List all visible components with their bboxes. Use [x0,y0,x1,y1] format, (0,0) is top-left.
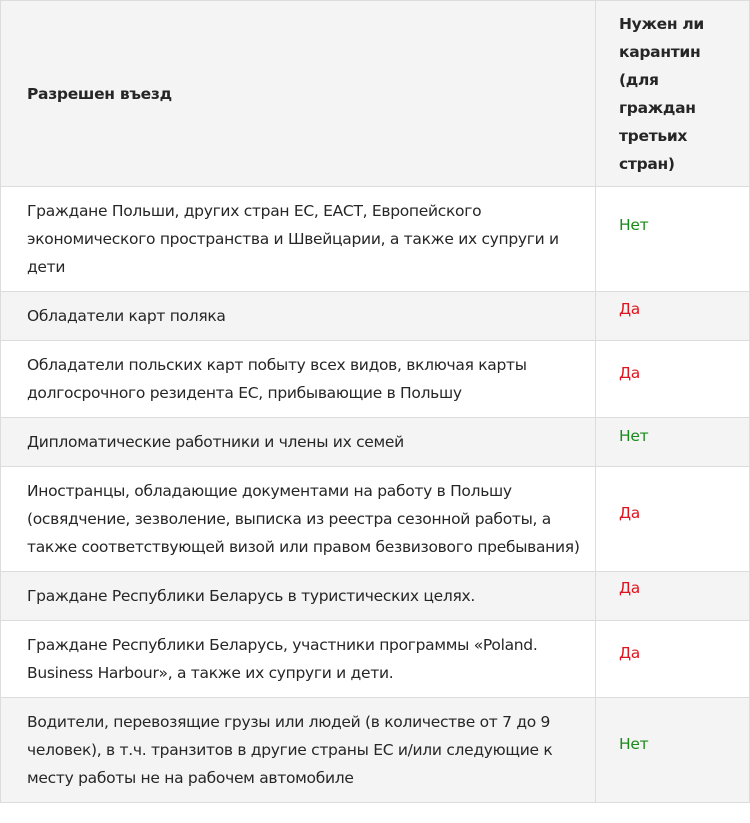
entry-category-cell: Обладатели польских карт побыту всех видов, включая карты долгосрочного резидента ЕС, прибывающие в Польшу [1,341,596,418]
quarantine-status-cell [596,698,750,803]
entry-category-cell: Водители, перевозящие грузы или людей (в количестве от 7 до 9 человек), в т.ч. транзитов в другие страны ЕС и/или следующие к месту работы не на рабочем автомобиле [1,698,596,803]
header-quarantine-needed [596,1,750,187]
table-row [1,621,750,698]
quarantine-status: Да [619,504,641,522]
header-quarantine-line: стран) [619,155,675,173]
quarantine-status: Да [619,579,641,597]
quarantine-status-cell [596,292,750,341]
entry-category-cell: Дипломатические работники и члены их семей [1,418,596,467]
table-row [1,572,750,621]
quarantine-status: Нет [619,216,649,234]
header-quarantine-line: Нужен ли [619,15,704,33]
quarantine-status-cell [596,467,750,572]
table-row [1,292,750,341]
entry-category-cell: Иностранцы, обладающие документами на работу в Польшу (освядчение, зезволение, выписка из реестра сезонной работы, а также соответствующей визой или правом безвизового пребывания) [1,467,596,572]
header-row [1,1,750,187]
header-quarantine-line: граждан [619,99,696,117]
header-quarantine-line: карантин [619,43,701,61]
quarantine-status: Нет [619,735,649,753]
table-row [1,418,750,467]
header-quarantine-line: третьих [619,127,688,145]
header-quarantine-line: (для [619,71,659,89]
quarantine-status-cell [596,341,750,418]
quarantine-status: Да [619,644,641,662]
table-row [1,187,750,292]
quarantine-status-cell [596,621,750,698]
entry-category-cell: Граждане Республики Беларусь, участники программы «Poland. Business Harbour», а также их супруги и дети. [1,621,596,698]
header-entry-allowed: Разрешен въезд [1,1,596,187]
table-row [1,467,750,572]
quarantine-status-cell [596,187,750,292]
entry-category-cell: Обладатели карт поляка [1,292,596,341]
quarantine-status-cell [596,572,750,621]
entry-category-cell: Граждане Польши, других стран ЕС, ЕАСТ, Европейского экономического пространства и Швейцарии, а также их супруги и дети [1,187,596,292]
quarantine-status: Да [619,300,641,318]
table-row [1,341,750,418]
quarantine-status: Нет [619,427,649,445]
quarantine-status: Да [619,364,641,382]
entry-category-cell: Граждане Республики Беларусь в туристических целях. [1,572,596,621]
table-row [1,698,750,803]
quarantine-status-cell [596,418,750,467]
